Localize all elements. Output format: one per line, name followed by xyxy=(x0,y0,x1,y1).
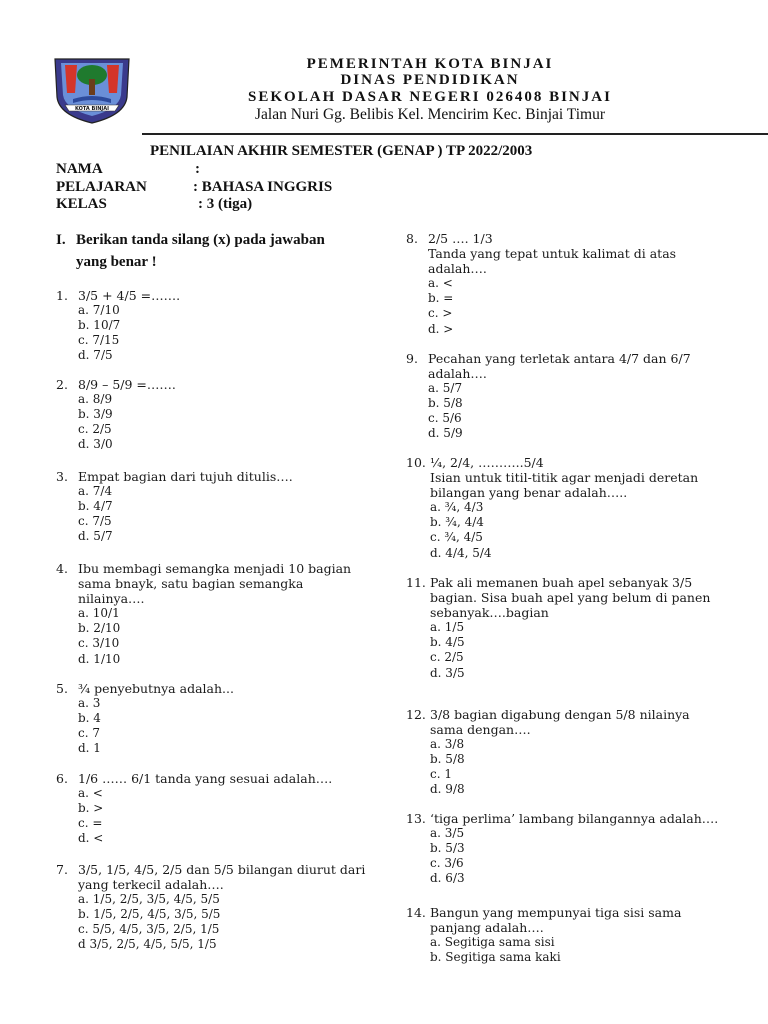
answer-option[interactable]: a. 10/1 xyxy=(78,606,120,621)
answer-option[interactable]: d 3/5, 2/5, 4/5, 5/5, 1/5 xyxy=(78,937,217,952)
question-l7 xyxy=(56,862,376,953)
answer-option[interactable]: a. 1/5 xyxy=(430,620,465,635)
info-pelajaran-value: : BAHASA INGGRIS xyxy=(193,179,333,195)
answer-option[interactable]: d. 1/10 xyxy=(78,651,121,666)
question-stem-line: 3/5 + 4/5 =……. xyxy=(78,288,181,303)
question-number: 5. xyxy=(56,681,68,696)
question-stem-line: 3/8 bagian digabung dengan 5/8 nilainya xyxy=(430,707,690,722)
question-stem-line: 2/5 …. 1/3 xyxy=(428,231,493,246)
question-number: 10. xyxy=(406,455,426,470)
question-l3 xyxy=(56,469,376,544)
answer-option[interactable]: b. 4/5 xyxy=(430,635,465,650)
question-stem-line: 1/6 …… 6/1 tanda yang sesuai adalah…. xyxy=(78,771,333,786)
question-stem-line: sama bnayk, satu bagian semangka xyxy=(78,576,304,592)
question-stem-line: ¼, 2/4, ………..5/4 xyxy=(430,455,544,470)
question-body xyxy=(78,377,376,452)
question-number: 7. xyxy=(56,862,68,877)
question-body xyxy=(428,231,726,337)
question-l1 xyxy=(56,288,376,363)
question-body xyxy=(78,469,376,544)
answer-option[interactable]: d. 3/5 xyxy=(430,665,465,680)
question-r5 xyxy=(406,707,726,798)
letterhead-address: Jalan Nuri Gg. Belibis Kel. Mencirim Kec. Binjai Timur xyxy=(254,106,605,123)
question-stem-line: Bangun yang mempunyai tiga sisi sama xyxy=(430,905,682,920)
question-stem-line: Pecahan yang terletak antara 4/7 dan 6/7 xyxy=(428,351,691,366)
question-l6 xyxy=(56,771,376,846)
question-body xyxy=(78,561,376,667)
answer-option[interactable]: c. 1 xyxy=(430,767,452,782)
letterhead-line-3: SEKOLAH DASAR NEGERI 026408 BINJAI xyxy=(248,89,612,105)
answer-option[interactable]: c. 2/5 xyxy=(430,650,464,665)
answer-option[interactable]: b. 4/7 xyxy=(78,499,113,514)
question-body xyxy=(430,707,726,798)
question-body xyxy=(78,681,376,756)
question-body xyxy=(78,771,376,846)
question-stem-line: Tanda yang tepat untuk kalimat di atas xyxy=(428,246,677,262)
question-number: 1. xyxy=(56,288,68,303)
answer-option[interactable]: b. 5/8 xyxy=(428,396,463,411)
question-l5 xyxy=(56,681,376,756)
answer-option[interactable]: c. 2/5 xyxy=(78,422,112,437)
question-stem-line: Ibu membagi semangka menjadi 10 bagian xyxy=(78,561,352,576)
letterhead-line-2: DINAS PENDIDIKAN xyxy=(340,72,520,88)
answer-option[interactable]: b. 4 xyxy=(78,711,101,726)
answer-option[interactable]: b. 5/8 xyxy=(430,752,465,767)
answer-option[interactable]: d. 5/9 xyxy=(428,426,463,441)
question-stem-line: sebanyak….bagian xyxy=(430,605,549,621)
letterhead-divider xyxy=(142,133,768,135)
answer-option[interactable]: a. Segitiga sama sisi xyxy=(430,935,555,950)
answer-option[interactable]: d. 7/5 xyxy=(78,348,113,363)
answer-option[interactable]: d. 3/0 xyxy=(78,437,113,452)
answer-option[interactable]: b. 3/9 xyxy=(78,407,113,422)
answer-option[interactable]: d. 6/3 xyxy=(430,871,465,886)
question-body xyxy=(430,575,726,681)
question-body xyxy=(430,811,726,886)
question-number: 6. xyxy=(56,771,68,786)
question-stem-line: yang terkecil adalah…. xyxy=(78,877,224,893)
kota-binjai-logo-icon xyxy=(51,53,133,125)
answer-option[interactable]: d. < xyxy=(78,831,104,846)
answer-option[interactable]: c. ¾, 4/5 xyxy=(430,530,483,545)
info-kelas-label: KELAS xyxy=(56,196,107,212)
answer-option[interactable]: a. < xyxy=(78,786,103,801)
answer-option[interactable]: c. 7/15 xyxy=(78,333,120,348)
question-stem-line: bagian. Sisa buah apel yang belum di panen xyxy=(430,590,711,606)
question-stem-line: nilainya…. xyxy=(78,591,145,607)
question-number: 4. xyxy=(56,561,68,576)
answer-option[interactable]: a. 1/5, 2/5, 3/5, 4/5, 5/5 xyxy=(78,892,220,907)
answer-option[interactable]: b. 2/10 xyxy=(78,621,121,636)
answer-option[interactable]: b. 10/7 xyxy=(78,318,121,333)
answer-option[interactable]: c. 5/5, 4/5, 3/5, 2/5, 1/5 xyxy=(78,922,220,937)
answer-option[interactable]: b. 5/3 xyxy=(430,841,465,856)
answer-option[interactable]: d. 5/7 xyxy=(78,529,113,544)
question-stem-line: ¾ penyebutnya adalah... xyxy=(78,681,234,696)
answer-option[interactable]: a. 5/7 xyxy=(428,381,463,396)
question-r1 xyxy=(406,231,726,337)
instruction-number: I. xyxy=(56,232,66,248)
question-number: 3. xyxy=(56,469,68,484)
question-stem-line: panjang adalah…. xyxy=(430,920,544,936)
answer-option[interactable]: a. 3/5 xyxy=(430,826,465,841)
question-stem-line: sama dengan…. xyxy=(430,722,531,738)
answer-option[interactable]: d. 4/4, 5/4 xyxy=(430,545,492,560)
answer-option[interactable]: a. 7/4 xyxy=(78,484,113,499)
question-stem-line: ‘tiga perlima’ lambang bilangannya adalah…. xyxy=(430,811,719,826)
answer-option[interactable]: b. = xyxy=(428,291,454,306)
answer-option[interactable]: c. 7 xyxy=(78,726,100,741)
question-stem-line: adalah…. xyxy=(428,366,487,382)
answer-option[interactable]: b. Segitiga sama kaki xyxy=(430,950,561,965)
answer-option[interactable]: d. 1 xyxy=(78,741,101,756)
answer-option[interactable]: a. 7/10 xyxy=(78,303,120,318)
answer-option[interactable]: c. 3/10 xyxy=(78,636,120,651)
question-l2 xyxy=(56,377,376,452)
answer-option[interactable]: c. > xyxy=(428,306,453,321)
question-stem-line: adalah…. xyxy=(428,261,487,277)
logo-text: KOTA BINJAI xyxy=(75,106,109,112)
instruction-text: Berikan tanda silang (x) pada jawaban yang benar ! xyxy=(76,232,325,270)
info-nama-label: NAMA xyxy=(56,161,103,177)
question-body xyxy=(430,455,726,561)
question-stem-line: Pak ali memanen buah apel sebanyak 3/5 xyxy=(430,575,693,590)
answer-option[interactable]: b. > xyxy=(78,801,104,816)
question-number: 14. xyxy=(406,905,426,920)
info-nama-value: : xyxy=(195,161,200,177)
answer-option[interactable]: b. ¾, 4/4 xyxy=(430,515,484,530)
question-r7 xyxy=(406,905,726,965)
question-body xyxy=(430,905,726,965)
question-stem-line: 8/9 – 5/9 =……. xyxy=(78,377,176,392)
question-number: 9. xyxy=(406,351,418,366)
question-stem-line: Isian untuk titil-titik agar menjadi deretan xyxy=(430,470,699,486)
answer-option[interactable]: a. 3/8 xyxy=(430,737,465,752)
answer-option[interactable]: c. 5/6 xyxy=(428,411,462,426)
answer-option[interactable]: a. 8/9 xyxy=(78,392,113,407)
question-body xyxy=(78,288,376,363)
question-stem-line: 3/5, 1/5, 4/5, 2/5 dan 5/5 bilangan diurut dari xyxy=(78,862,366,877)
question-stem-line: Empat bagian dari tujuh ditulis…. xyxy=(78,469,293,484)
answer-option[interactable]: a. < xyxy=(428,276,453,291)
question-stem-line: bilangan yang benar adalah….. xyxy=(430,485,628,501)
answer-option[interactable]: a. 3 xyxy=(78,696,101,711)
question-r2 xyxy=(406,351,726,442)
question-r4 xyxy=(406,575,726,681)
answer-option[interactable]: c. = xyxy=(78,816,103,831)
answer-option[interactable]: a. ¾, 4/3 xyxy=(430,500,484,515)
question-l4 xyxy=(56,561,376,667)
question-number: 11. xyxy=(406,575,426,590)
question-number: 8. xyxy=(406,231,418,246)
answer-option[interactable]: d. 9/8 xyxy=(430,782,465,797)
question-number: 2. xyxy=(56,377,68,392)
question-number: 13. xyxy=(406,811,426,826)
info-kelas-value: : 3 (tiga) xyxy=(198,196,253,212)
question-r3 xyxy=(406,455,726,561)
question-body xyxy=(78,862,376,953)
answer-option[interactable]: c. 3/6 xyxy=(430,856,464,871)
answer-option[interactable]: b. 1/5, 2/5, 4/5, 3/5, 5/5 xyxy=(78,907,221,922)
question-r6 xyxy=(406,811,726,886)
exam-title: PENILAIAN AKHIR SEMESTER (GENAP ) TP 2022/2003 xyxy=(150,143,533,159)
info-pelajaran-label: PELAJARAN xyxy=(56,179,147,195)
question-body xyxy=(428,351,726,442)
letterhead-line-1: PEMERINTAH KOTA BINJAI xyxy=(306,56,554,72)
question-number: 12. xyxy=(406,707,426,722)
answer-option[interactable]: c. 7/5 xyxy=(78,514,112,529)
answer-option[interactable]: d. > xyxy=(428,321,454,336)
